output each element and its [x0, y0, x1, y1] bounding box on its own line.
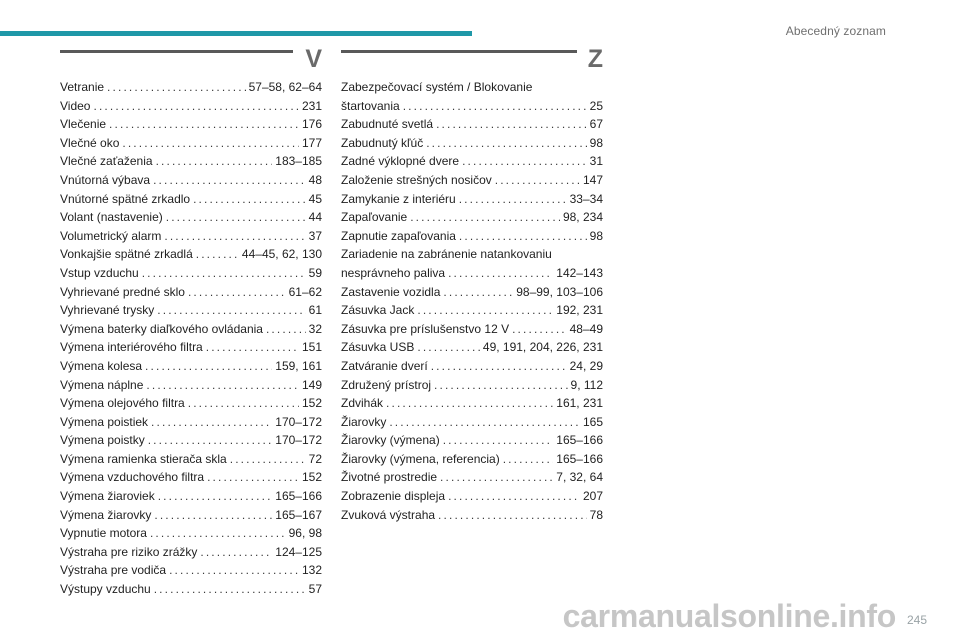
index-entry-term: Zastavenie vozidla — [341, 284, 441, 299]
dot-leader — [459, 190, 567, 209]
index-entry — [341, 413, 603, 432]
index-entry-term: Výstraha pre riziko zrážky — [60, 544, 198, 559]
index-section-v — [60, 45, 322, 599]
index-entry — [341, 134, 603, 153]
index-entry — [60, 394, 322, 413]
index-entry-term: Zásuvka USB — [341, 340, 415, 355]
dot-leader — [386, 394, 553, 413]
index-entry-pages: 61 — [308, 303, 322, 318]
dot-leader — [145, 357, 272, 376]
dot-leader — [431, 357, 567, 376]
index-entry-term: Zabezpečovací systém / Blokovanie — [341, 80, 533, 94]
index-entry — [341, 431, 603, 450]
index-entry-pages: 25 — [589, 98, 603, 113]
index-entry-term: Vetranie — [60, 80, 105, 94]
index-entry-pages: 98, 234 — [562, 210, 603, 225]
index-entry-pages: 24, 29 — [569, 358, 603, 373]
index-entry-pages: 96, 98 — [288, 526, 322, 541]
index-entry-pages: 57 — [308, 582, 322, 597]
index-entry — [60, 450, 322, 469]
index-entry — [341, 152, 603, 171]
index-entry-pages: 165 — [582, 414, 603, 429]
index-entry-term: Zamykanie z interiéru — [341, 191, 456, 206]
index-entry — [60, 487, 322, 506]
index-entry-term: Volant (nastavenie) — [60, 210, 163, 225]
index-entry-pages: 72 — [308, 451, 322, 466]
dot-leader — [495, 171, 580, 190]
index-entry-pages: 161, 231 — [556, 396, 603, 411]
index-entry-pages: 159, 161 — [275, 358, 322, 373]
index-entry-pages: 98–99, 103–106 — [516, 284, 603, 299]
index-entry-term: Vlečné zaťaženia — [60, 154, 153, 169]
index-entry — [60, 524, 322, 543]
index-entry — [341, 245, 603, 264]
index-entry-pages: 33–34 — [569, 191, 603, 206]
index-entry — [60, 468, 322, 487]
index-entry — [341, 394, 603, 413]
page-number: 245 — [906, 613, 927, 627]
index-entry — [341, 301, 603, 320]
section-divider — [341, 50, 577, 53]
index-entry-pages: 149 — [301, 377, 322, 392]
dot-leader — [157, 301, 305, 320]
index-entry-pages: 49, 191, 204, 226, 231 — [482, 340, 603, 355]
index-entry-term: Zdvihák — [341, 396, 384, 411]
dot-leader — [459, 227, 587, 246]
index-entry-term: Výmena baterky diaľkového ovládania — [60, 321, 263, 336]
dot-leader — [166, 208, 306, 227]
index-entry — [60, 338, 322, 357]
dot-leader — [417, 301, 553, 320]
index-entry-term: Žiarovky — [341, 414, 387, 429]
index-entry — [341, 357, 603, 376]
index-entry — [60, 376, 322, 395]
index-entry-term: Zariadenie na zabránenie natankovaniu — [341, 247, 552, 262]
index-entry — [60, 580, 322, 599]
dot-leader — [154, 506, 272, 525]
dot-leader — [410, 208, 560, 227]
index-entry — [60, 245, 322, 264]
index-entry-pages: 98 — [589, 228, 603, 243]
dot-leader — [109, 115, 299, 134]
index-entry-term: Zabudnuté svetlá — [341, 117, 434, 132]
index-entry — [60, 413, 322, 432]
index-entry — [60, 190, 322, 209]
index-entry-term: Vyhrievané predné sklo — [60, 284, 185, 299]
index-entry — [60, 264, 322, 283]
index-entry-term: Výmena náplne — [60, 377, 144, 392]
index-entry-pages: 183–185 — [275, 154, 322, 169]
index-entry-pages: 7, 32, 64 — [556, 470, 603, 485]
dot-leader — [512, 320, 567, 339]
index-entry-pages: 44–45, 62, 130 — [241, 247, 322, 262]
index-entry — [341, 338, 603, 357]
index-entry-pages: 152 — [301, 470, 322, 485]
index-entry-term: Vstup vzduchu — [60, 265, 139, 280]
index-entry — [60, 506, 322, 525]
index-entry-term: Výmena interiérového filtra — [60, 340, 203, 355]
index-entry-pages: 45 — [308, 191, 322, 206]
watermark: carmanualsonline.info — [562, 598, 896, 634]
index-entry-pages: 48 — [308, 172, 322, 187]
index-entry-term: Video — [60, 98, 91, 113]
index-entry-term: Zabudnutý kľúč — [341, 135, 424, 150]
index-entry-pages: 165–166 — [275, 489, 322, 504]
index-entry-term: Výmena vzduchového filtra — [60, 470, 205, 485]
index-entry-pages: 231 — [301, 98, 322, 113]
dot-leader — [436, 115, 587, 134]
index-entry — [341, 190, 603, 209]
dot-leader — [122, 134, 299, 153]
dot-leader — [443, 431, 554, 450]
index-entry — [341, 78, 603, 97]
index-entry — [60, 115, 322, 134]
section-header — [60, 45, 322, 74]
index-entry — [60, 152, 322, 171]
index-entry — [341, 115, 603, 134]
index-entry-list — [60, 78, 322, 599]
index-entry-term: nesprávneho paliva — [341, 265, 446, 280]
index-entry-term: Vlečenie — [60, 117, 107, 132]
index-entry — [60, 97, 322, 116]
dot-leader — [146, 376, 299, 395]
index-entry-term: štartovania — [341, 98, 400, 113]
index-entry — [60, 134, 322, 153]
index-entry-term: Zapnutie zapaľovania — [341, 228, 456, 243]
index-entry-term: Výmena žiaroviek — [60, 489, 155, 504]
index-entry-term: Volumetrický alarm — [60, 228, 162, 243]
index-entry-pages: 147 — [582, 172, 603, 187]
dot-leader — [389, 413, 580, 432]
index-entry-term: Zásuvka pre príslušenstvo 12 V — [341, 321, 510, 336]
dot-leader — [151, 413, 272, 432]
index-entry — [341, 208, 603, 227]
index-entry — [341, 487, 603, 506]
dot-leader — [107, 78, 246, 97]
dot-leader — [207, 468, 299, 487]
dot-leader — [156, 152, 273, 171]
index-entry-term: Výmena ramienka stierača skla — [60, 451, 227, 466]
dot-leader — [164, 227, 305, 246]
index-entry — [341, 320, 603, 339]
page-header-title: Abecedný zoznam — [785, 24, 886, 38]
dot-leader — [440, 468, 553, 487]
index-entry — [60, 78, 322, 97]
dot-leader — [200, 543, 272, 562]
index-entry-pages: 151 — [301, 340, 322, 355]
index-entry-pages: 165–167 — [275, 507, 322, 522]
dot-leader — [438, 506, 587, 525]
index-entry — [60, 320, 322, 339]
index-entry-term: Výstupy vzduchu — [60, 582, 151, 597]
index-entry — [341, 171, 603, 190]
index-entry-term: Žiarovky (výmena) — [341, 433, 440, 448]
index-entry-pages: 32 — [308, 321, 322, 336]
index-entry-term: Vlečné oko — [60, 135, 120, 150]
section-letter: V — [305, 45, 322, 73]
dot-leader — [169, 561, 299, 580]
index-entry — [60, 431, 322, 450]
index-entry — [341, 468, 603, 487]
index-entry-pages: 57–58, 62–64 — [248, 80, 322, 94]
index-entry-pages: 142–143 — [556, 265, 603, 280]
index-section-z — [341, 45, 603, 524]
section-header — [341, 45, 603, 74]
dot-leader — [266, 320, 306, 339]
index-entry — [341, 283, 603, 302]
dot-leader — [188, 394, 299, 413]
index-entry-term: Združený prístroj — [341, 377, 432, 392]
dot-leader — [142, 264, 306, 283]
index-entry — [60, 543, 322, 562]
index-entry-pages: 170–172 — [275, 433, 322, 448]
index-entry-term: Zásuvka Jack — [341, 303, 415, 318]
index-entry-pages: 165–166 — [556, 433, 603, 448]
dot-leader — [230, 450, 306, 469]
index-entry-pages: 59 — [308, 265, 322, 280]
dot-leader — [443, 283, 513, 302]
dot-leader — [417, 338, 480, 357]
index-entry-pages: 9, 112 — [570, 377, 603, 392]
index-entry-term: Zatváranie dverí — [341, 358, 428, 373]
index-entry-term: Výmena poistiek — [60, 414, 149, 429]
index-entry-term: Výmena žiarovky — [60, 507, 152, 522]
index-entry-pages: 67 — [589, 117, 603, 132]
index-entry — [60, 227, 322, 246]
index-entry-pages: 152 — [301, 396, 322, 411]
dot-leader — [196, 245, 239, 264]
index-entry-term: Založenie strešných nosičov — [341, 172, 492, 187]
index-entry-pages: 44 — [308, 210, 322, 225]
index-entry — [60, 283, 322, 302]
index-entry-term: Výmena poistky — [60, 433, 145, 448]
index-entry — [341, 227, 603, 246]
index-entry-pages: 132 — [301, 563, 322, 578]
index-entry-term: Zapaľovanie — [341, 210, 408, 225]
index-entry-term: Životné prostredie — [341, 470, 438, 485]
index-entry — [60, 301, 322, 320]
dot-leader — [426, 134, 586, 153]
index-entry-pages: 37 — [308, 228, 322, 243]
index-entry-term: Zadné výklopné dvere — [341, 154, 460, 169]
dot-leader — [148, 431, 273, 450]
dot-leader — [188, 283, 286, 302]
index-entry-pages: 176 — [301, 117, 322, 132]
index-entry-term: Vypnutie motora — [60, 526, 147, 541]
index-entry — [60, 561, 322, 580]
index-entry-pages: 170–172 — [275, 414, 322, 429]
dot-leader — [448, 264, 553, 283]
dot-leader — [153, 171, 306, 190]
index-entry-term: Vnútorná výbava — [60, 172, 151, 187]
index-entry-term: Žiarovky (výmena, referencia) — [341, 451, 500, 466]
index-entry-pages: 177 — [301, 135, 322, 150]
dot-leader — [462, 152, 587, 171]
index-entry-pages: 78 — [589, 507, 603, 522]
index-entry-term: Vyhrievané trysky — [60, 303, 155, 318]
dot-leader — [434, 376, 567, 395]
index-entry — [341, 376, 603, 395]
dot-leader — [448, 487, 580, 506]
index-entry-pages: 124–125 — [275, 544, 322, 559]
dot-leader — [158, 487, 273, 506]
index-entry-pages: 98 — [589, 135, 603, 150]
index-entry-term: Zobrazenie displeja — [341, 489, 446, 504]
index-entry-pages: 61–62 — [288, 284, 322, 299]
index-entry-pages: 165–166 — [556, 451, 603, 466]
index-entry — [341, 506, 603, 525]
index-entry-term: Zvuková výstraha — [341, 507, 436, 522]
dot-leader — [503, 450, 554, 469]
index-entry — [60, 208, 322, 227]
dot-leader — [154, 580, 306, 599]
dot-leader — [403, 97, 587, 116]
header-accent-bar — [0, 31, 472, 36]
index-entry-term: Výstraha pre vodiča — [60, 563, 167, 578]
index-entry — [60, 171, 322, 190]
index-entry — [60, 357, 322, 376]
dot-leader — [206, 338, 299, 357]
dot-leader — [150, 524, 286, 543]
index-entry — [341, 97, 603, 116]
index-entry-pages: 31 — [589, 154, 603, 169]
dot-leader — [193, 190, 306, 209]
index-entry — [341, 264, 603, 283]
section-letter: Z — [587, 45, 603, 73]
index-entry — [341, 450, 603, 469]
index-entry-term: Vonkajšie spätné zrkadlá — [60, 247, 193, 262]
section-divider — [60, 50, 293, 53]
index-entry-list — [341, 78, 603, 524]
dot-leader — [93, 97, 298, 116]
index-entry-term: Vnútorné spätné zrkadlo — [60, 191, 191, 206]
index-entry-pages: 207 — [582, 489, 603, 504]
index-entry-term: Výmena olejového filtra — [60, 396, 185, 411]
index-entry-term: Výmena kolesa — [60, 358, 143, 373]
index-entry-pages: 192, 231 — [556, 303, 603, 318]
index-entry-pages: 48–49 — [569, 321, 603, 336]
